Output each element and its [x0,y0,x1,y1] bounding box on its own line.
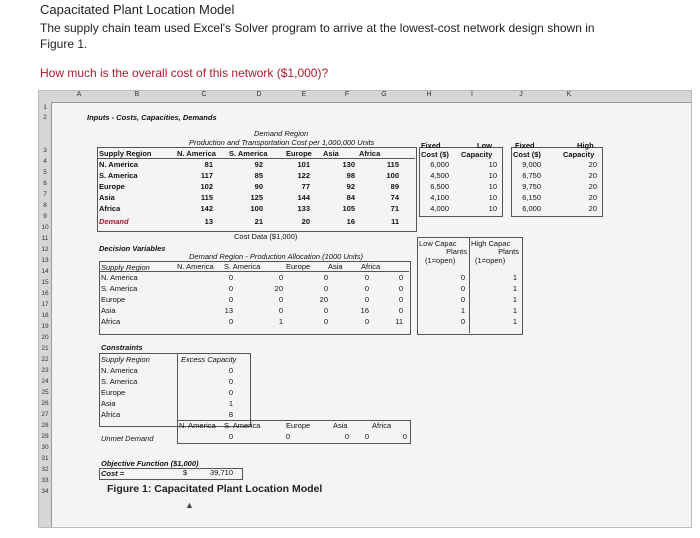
alloc-cell: 0 [398,295,403,304]
supply-region-label: Supply Region [101,263,150,272]
cost-cell: 105 [342,204,355,213]
excess-cell: 0 [228,377,233,386]
constraint-row-label: Africa [101,410,121,419]
low-cap-header: Capacity [461,150,493,159]
demand-cell: 20 [301,217,310,226]
high-open-cell: 1 [512,284,517,293]
col-header: B [134,91,140,98]
alloc-cell: 0 [364,295,369,304]
alloc-cell: 13 [224,306,233,315]
row-header: 9 [43,213,47,220]
row-header: 32 [41,466,49,473]
excess-cell: 0 [228,366,233,375]
page-title: Capacitated Plant Location Model [40,2,235,17]
alloc-cell: 0 [364,284,369,293]
constraint-row-label: Europe [101,388,126,397]
constraint-row-label: S. America [101,377,138,386]
objective-cost-value: 39,710 [210,468,233,477]
row-header: 19 [41,323,49,330]
unmet-cell: 0 [344,432,349,441]
fixed-low-cell: 4,100 [430,193,449,202]
constraint-row-label: N. America [101,366,138,375]
cost-col-header: N. America [177,149,216,158]
fixed-high-cell: 6,000 [522,204,541,213]
demand-region-label: Demand Region [254,129,309,138]
decision-vars-title: Decision Variables [99,244,166,253]
col-header: A [76,91,82,98]
low-cap-cell: 10 [488,193,497,202]
alloc-col-header: S. America [224,262,261,271]
col-header: J [519,91,523,98]
unmet-col-header: Europe [286,421,311,430]
alloc-cell: 0 [364,273,369,282]
alloc-cell: 0 [228,284,233,293]
high-cap-header: Capacity [563,150,595,159]
cost-cell: 90 [254,182,263,191]
row-header: 30 [41,444,49,451]
row-header: 23 [41,367,49,374]
cost-row-label: Africa [99,204,121,213]
cost-per-unit-label: Production and Transportation Cost per 1,000,000 Units [189,138,375,147]
unmet-col-header: Africa [372,421,392,430]
row-header-bar [39,102,52,527]
fixed-high-cell: 6,150 [522,193,541,202]
high-cap-cell: 20 [588,160,597,169]
alloc-row-label: Asia [101,306,116,315]
alloc-row-label: S. America [101,284,138,293]
row-header: 16 [41,290,49,297]
demand-cell: 13 [204,217,213,226]
row-header: 1 [43,104,47,111]
low-cap-plants-header: Low Capac [419,239,457,248]
alloc-cell: 0 [398,273,403,282]
cost-cell: 89 [390,182,399,191]
cost-cell: 77 [301,182,310,191]
row-header: 21 [41,345,49,352]
row-header: 18 [41,312,49,319]
high-cap-cell: 20 [588,204,597,213]
col-header: C [201,91,207,98]
fixed-low-cell: 6,000 [430,160,449,169]
low-cap-header: Low [477,141,492,150]
high-open-cell: 1 [512,295,517,304]
objective-title: Objective Function ($1,000) [101,459,199,468]
cost-cell: 122 [297,171,310,180]
allocation-title: Demand Region - Production Allocation (1000 Units) [189,252,363,261]
row-header: 8 [43,202,47,209]
col-header: K [566,91,572,98]
high-cap-cell: 20 [588,182,597,191]
alloc-cell: 1 [278,317,283,326]
cost-cell: 92 [254,160,263,169]
row-header: 4 [43,158,47,165]
high-cap-header: High [577,141,594,150]
fixed-low-cell: 4,500 [430,171,449,180]
supply-region-label: Supply Region [101,355,150,364]
high-cap-plants-header: Plants [498,247,519,256]
cost-row-label: N. America [99,160,138,169]
cost-cell: 74 [390,193,399,202]
row-header: 7 [43,191,47,198]
unmet-cell: 0 [285,432,290,441]
high-cap-plants-header: (1=open) [475,256,506,265]
cost-cell: 115 [200,193,213,202]
unmet-col-header: N. America [179,421,216,430]
col-header: G [381,91,387,98]
alloc-row-label: Africa [101,317,121,326]
alloc-cell: 0 [228,273,233,282]
excess-cell: 0 [228,388,233,397]
alloc-cell: 0 [398,306,403,315]
cost-cell: 98 [346,171,355,180]
row-header: 12 [41,246,49,253]
row-header: 28 [41,422,49,429]
cost-cell: 85 [254,171,263,180]
fixed-low-header: Fixed [421,141,441,150]
high-cap-cell: 20 [588,171,597,180]
alloc-cell: 16 [360,306,369,315]
row-header: 34 [41,488,49,495]
fixed-high-cell: 9,000 [522,160,541,169]
fixed-high-cell: 9,750 [522,182,541,191]
row-header: 10 [41,224,49,231]
row-header: 13 [41,257,49,264]
fixed-low-header: Cost ($) [421,150,449,159]
unmet-cell: 0 [364,432,369,441]
alloc-row-label: N. America [101,273,138,282]
unmet-cell: 0 [402,432,407,441]
unmet-demand-label: Unmet Demand [101,434,154,443]
alloc-col-header: Europe [286,262,311,271]
cost-currency: $ [183,468,188,477]
cost-cell: 133 [297,204,310,213]
demand-cell: 11 [391,217,399,226]
row-header: 22 [41,356,49,363]
supply-region-label: Supply Region [99,149,152,158]
low-open-cell: 0 [460,317,465,326]
cursor-icon: ▲ [185,500,194,510]
cost-cell: 84 [346,193,355,202]
figure-caption: Figure 1: Capacitated Plant Location Model [107,483,323,495]
constraints-title: Constraints [101,343,143,352]
cost-cell: 130 [342,160,355,169]
col-header: F [344,91,350,98]
demand-row-label: Demand [99,217,129,226]
low-cap-cell: 10 [488,160,497,169]
demand-cell: 21 [254,217,263,226]
cost-cell: 117 [200,171,213,180]
alloc-cell: 11 [395,317,403,326]
high-cap-plants-header: High Capac [471,239,511,248]
alloc-cell: 20 [274,284,283,293]
cost-row-label: Asia [99,193,115,202]
cost-cell: 144 [297,193,310,202]
col-header: E [301,91,307,98]
row-header: 20 [41,334,49,341]
fixed-high-cell: 6,750 [522,171,541,180]
row-header: 31 [41,455,49,462]
row-header: 33 [41,477,49,484]
row-header: 24 [41,378,49,385]
alloc-cell: 0 [398,284,403,293]
cost-cell: 115 [386,160,399,169]
cost-col-header: Africa [359,149,381,158]
alloc-col-header: Asia [328,262,343,271]
cost-cell: 142 [200,204,213,213]
low-cap-plants-header: (1=open) [425,256,456,265]
cost-col-header: Europe [286,149,312,158]
row-header: 17 [41,301,49,308]
cost-cell: 92 [346,182,355,191]
high-open-cell: 1 [512,317,517,326]
row-header: 25 [41,389,49,396]
unmet-col-header: Asia [333,421,348,430]
low-cap-cell: 10 [488,204,497,213]
high-cap-cell: 20 [588,193,597,202]
row-header: 14 [41,268,49,275]
spreadsheet-figure [38,90,692,528]
cost-table-header-rule [97,158,415,159]
low-cap-plants-header: Plants [446,247,467,256]
alloc-col-header: N. America [177,262,214,271]
row-header: 27 [41,411,49,418]
problem-description: The supply chain team used Excel's Solver program to arrive at the lowest-cost network design shown in Figure 1. [40,21,595,51]
alloc-cell: 0 [228,317,233,326]
cost-cell: 125 [250,193,263,202]
alloc-cell: 0 [278,306,283,315]
alloc-cell: 0 [228,295,233,304]
alloc-col-header: Africa [361,262,381,271]
cost-cell: 101 [297,160,310,169]
low-open-cell: 0 [460,273,465,282]
row-header: 2 [43,114,47,121]
question-text: How much is the overall cost of this network ($1,000)? [40,66,329,80]
low-open-cell: 0 [460,295,465,304]
excess-capacity-header: Excess Capacity [181,355,237,364]
cost-cell: 100 [386,171,399,180]
row-header: 26 [41,400,49,407]
col-header: D [256,91,262,98]
alloc-cell: 0 [278,273,283,282]
high-open-cell: 1 [512,273,517,282]
alloc-cell: 0 [323,306,328,315]
cost-row-label: S. America [99,171,138,180]
alloc-cell: 0 [364,317,369,326]
row-header: 11 [41,235,49,242]
fixed-low-cell: 6,500 [430,182,449,191]
demand-cell: 16 [346,217,355,226]
alloc-cell: 0 [323,284,328,293]
row-header: 5 [43,169,47,176]
inputs-title: Inputs - Costs, Capacities, Demands [87,113,217,122]
fixed-high-header: Cost ($) [513,150,541,159]
cost-cell: 102 [200,182,213,191]
col-header: I [471,91,473,98]
cost-cell: 71 [390,204,399,213]
cost-col-header: Asia [323,149,339,158]
low-open-cell: 1 [460,306,465,315]
alloc-row-label: Europe [101,295,126,304]
cost-row-label: Europe [99,182,125,191]
alloc-cell: 0 [323,317,328,326]
plants-open-divider [469,237,470,333]
col-header: H [426,91,432,98]
cost-col-header: S. America [229,149,268,158]
low-open-cell: 0 [460,284,465,293]
fixed-high-header: Fixed [515,141,535,150]
row-header: 3 [43,147,47,154]
constraints-divider [177,353,178,425]
cost-cell: 81 [204,160,213,169]
cost-cell: 100 [250,204,263,213]
cost-label: Cost = [101,469,125,478]
fixed-low-cell: 4,000 [430,204,449,213]
low-cap-cell: 10 [488,171,497,180]
row-header: 15 [41,279,49,286]
excess-cell: 8 [228,410,233,419]
excess-cell: 1 [228,399,233,408]
alloc-cell: 0 [278,295,283,304]
unmet-cell: 0 [228,432,233,441]
row-header: 6 [43,180,47,187]
alloc-cell: 20 [319,295,328,304]
alloc-cell: 0 [323,273,328,282]
unmet-col-header: S. America [224,421,261,430]
cost-data-label: Cost Data ($1,000) [234,232,298,241]
row-header: 29 [41,433,49,440]
high-open-cell: 1 [512,306,517,315]
low-cap-cell: 10 [488,182,497,191]
constraint-row-label: Asia [101,399,116,408]
column-header-bar [39,91,691,103]
